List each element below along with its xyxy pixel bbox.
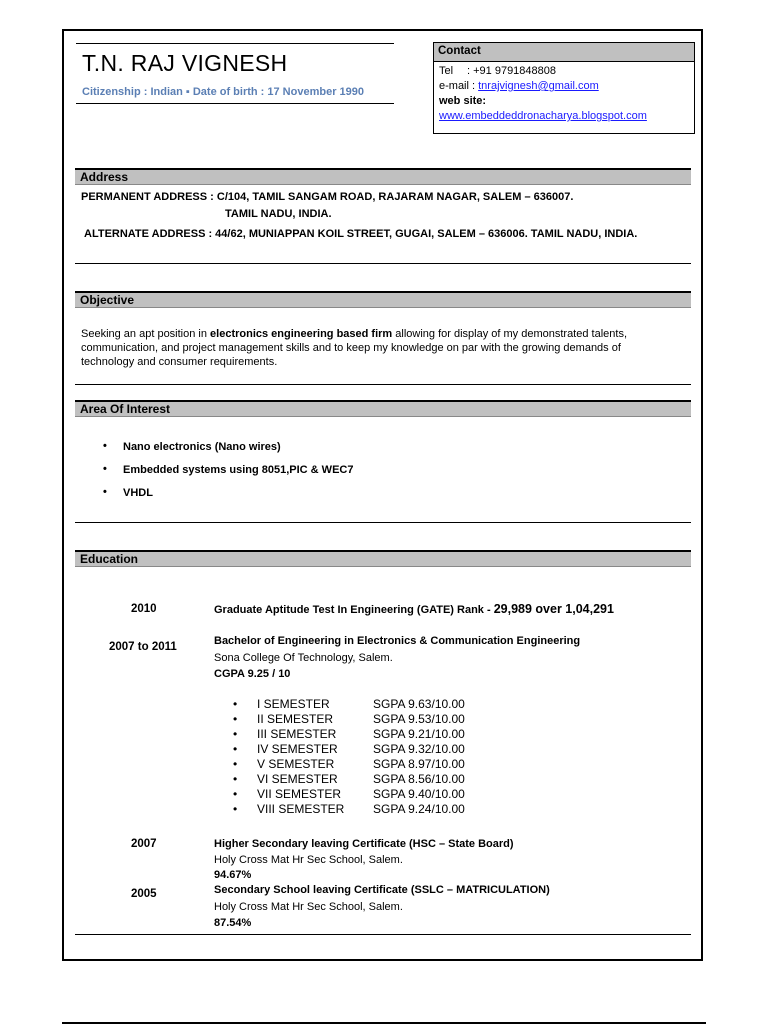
web-label: web site: [439,95,487,107]
be-college: Sona College Of Technology, Salem. [214,652,393,664]
list-item [233,697,465,712]
objective-post: allowing for display of my demonstrated talents, [392,328,627,340]
objective-line2: communication, and project management skills and to keep my knowledge on par with the growing demands of [81,342,621,354]
semester-sgpa: SGPA 9.21/10.00 [373,727,465,741]
list-item [233,712,465,727]
permanent-address-line2: TAMIL NADU, INDIA. [225,208,332,220]
list-item [233,742,465,757]
interest-list [103,441,353,510]
contact-title: Contact [434,43,694,62]
header-top-rule [76,43,394,44]
alternate-address: ALTERNATE ADDRESS : 44/62, MUNIAPPAN KOIL STREET, GUGAI, SALEM – 636006. TAMIL NADU, INDIA. [84,228,638,240]
hsc-title: Higher Secondary leaving Certificate (HSC – State Board) [214,838,514,850]
be-cgpa: CGPA 9.25 / 10 [214,668,291,680]
interest-separator [75,522,691,523]
contact-email-row [434,79,694,94]
sslc-score: 87.54% [214,917,252,929]
address-section-header: Address [75,168,691,185]
semester-sgpa: SGPA 8.56/10.00 [373,772,465,786]
semester-name: VII SEMESTER [257,787,342,801]
list-item [233,802,465,817]
education-separator [75,934,691,935]
list-item [233,727,465,742]
semester-sgpa: SGPA 9.24/10.00 [373,802,465,816]
sslc-year: 2005 [131,888,157,900]
sslc-school: Holy Cross Mat Hr Sec School, Salem. [214,901,403,913]
semester-name: III SEMESTER [257,727,337,741]
contact-box [433,42,695,134]
hsc-score: 94.67% [214,869,252,881]
objective-bold: electronics engineering based firm [210,328,393,340]
list-item [233,772,465,787]
semester-name: VIII SEMESTER [257,802,345,816]
email-label: e-mail : [439,80,476,92]
email-link[interactable]: tnrajvignesh@gmail.com [478,80,599,92]
objective-pre: Seeking an apt position in [81,328,211,340]
citizenship-dob: Citizenship : Indian ▪ Date of birth : 17 November 1990 [82,86,365,98]
semester-sgpa: SGPA 9.63/10.00 [373,697,465,711]
gate-year: 2010 [131,603,157,615]
tel-label: Tel [439,65,454,77]
list-item: • Nano electronics (Nano wires) [103,441,353,464]
header-bottom-rule [76,103,394,104]
list-item [233,757,465,772]
be-year: 2007 to 2011 [109,641,177,653]
education-section-header: Education [75,550,691,567]
semester-sgpa: SGPA 9.40/10.00 [373,787,465,801]
list-item: • Embedded systems using 8051,PIC & WEC7 [103,464,353,487]
be-degree: Bachelor of Engineering in Electronics & Communication Engineering [214,635,581,647]
candidate-name: T.N. RAJ VIGNESH [82,50,288,76]
gate-text: Graduate Aptitude Test In Engineering (GATE) Rank - [214,604,494,616]
permanent-address-line1: PERMANENT ADDRESS : C/104, TAMIL SANGAM ROAD, RAJARAM NAGAR, SALEM – 636007. [81,191,574,203]
semester-list [233,697,465,817]
semester-sgpa: SGPA 9.53/10.00 [373,712,465,726]
list-item: • VHDL [103,487,353,510]
website-link[interactable]: www.embeddeddronacharya.blogspot.com [439,110,647,122]
hsc-year: 2007 [131,838,157,850]
objective-separator [75,384,691,385]
semester-name: II SEMESTER [257,712,334,726]
hsc-school: Holy Cross Mat Hr Sec School, Salem. [214,854,403,866]
contact-tel-row [434,64,694,79]
semester-name: I SEMESTER [257,697,330,711]
semester-sgpa: SGPA 9.32/10.00 [373,742,465,756]
objective-text [81,327,689,369]
gate-entry [214,602,614,616]
objective-line3: technology and consumer requirements. [81,356,278,368]
gate-rank: 29,989 over 1,04,291 [493,602,614,616]
semester-name: IV SEMESTER [257,742,338,756]
objective-section-header: Objective [75,291,691,308]
address-separator [75,263,691,264]
list-item [233,787,465,802]
semester-sgpa: SGPA 8.97/10.00 [373,757,465,771]
semester-name: V SEMESTER [257,757,335,771]
tel-value: : +91 9791848808 [467,65,557,77]
sslc-title: Secondary School leaving Certificate (SSLC – MATRICULATION) [214,884,550,896]
semester-name: VI SEMESTER [257,772,338,786]
interest-section-header: Area Of Interest [75,400,691,417]
